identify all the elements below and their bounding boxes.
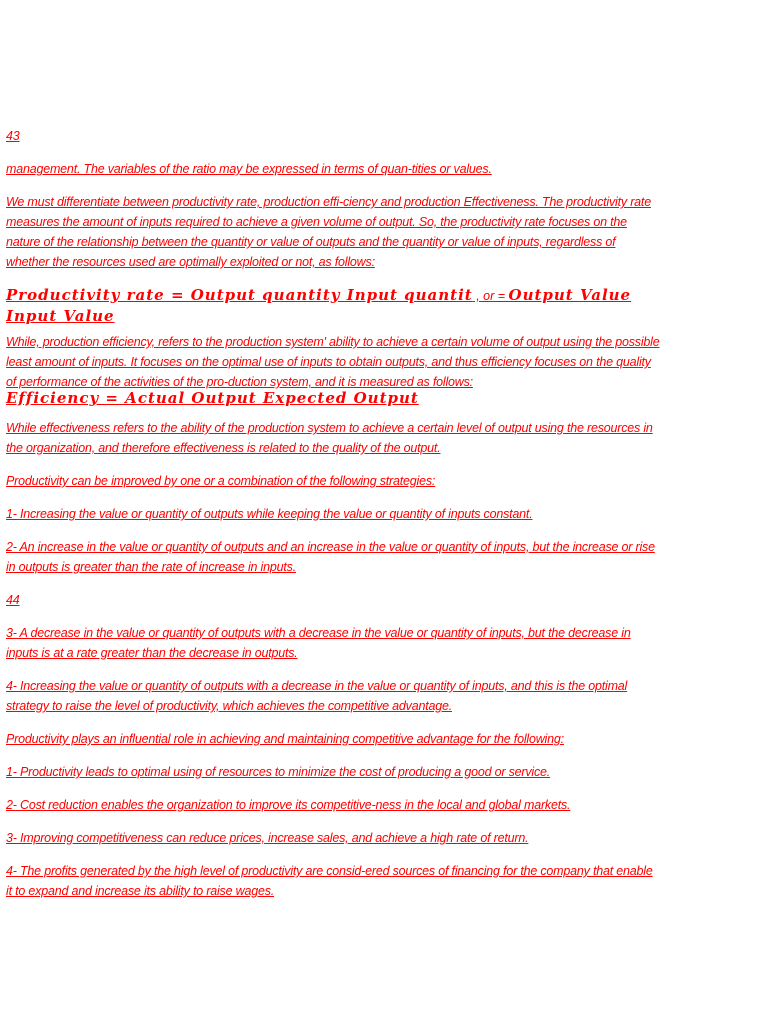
paragraph: We must differentiate between productivity rate, production effi-ciency and production Effectiveness. The productivity rate measures the amount of inputs required to achieve a given volume of output. So, the productivity rate focuses on the nature of the relationship between the quantity or value of outputs and the quantity or value of inputs, regardless of whether the resources used are optimally exploited or not, as follows: <box>6 195 651 269</box>
list-item: 4- The profits generated by the high level of productivity are consid-ered sources of financing for the company that enable it to expand and increase its ability to raise wages. <box>6 864 653 898</box>
list-item: 2- Cost reduction enables the organization to improve its competitive-ness in the local and global markets. <box>6 798 571 812</box>
paragraph: While, production efficiency, refers to the production system' ability to achieve a certain volume of output using the possible least amount of inputs. It focuses on the optimal use of inputs to obtain outputs, and thus efficiency focuses on the quality of performance of the activities of the pro-duction system, and it is measured as follows: <box>6 335 660 389</box>
paragraph: Productivity plays an influential role in achieving and maintaining competitive advantage for the following: <box>6 732 564 746</box>
list-item: 4- Increasing the value or quantity of outputs with a decrease in the value or quantity of inputs, and this is the optimal strategy to raise the level of productivity, which achieves the competitive advantage. <box>6 679 628 713</box>
list-item: 3- A decrease in the value or quantity of outputs with a decrease in the value or quantity of inputs, but the decrease in inputs is at a rate greater than the decrease in outputs. <box>6 626 631 660</box>
list-item: 1- Productivity leads to optimal using of resources to minimize the cost of producing a good or service. <box>6 765 551 779</box>
productivity-rate-formula <box>6 285 660 326</box>
formula-part: Productivity rate = Output quantity Input quantit <box>6 286 473 304</box>
page-number: 44 <box>6 593 20 607</box>
list-item: 1- Increasing the value or quantity of outputs while keeping the value or quantity of inputs constant. <box>6 507 533 521</box>
list-item: 2- An increase in the value or quantity of outputs and an increase in the value or quantity of inputs, but the increase or rise in outputs is greater than the rate of increase in inputs. <box>6 540 655 574</box>
formula-separator: , or = <box>472 289 509 303</box>
list-item: 3- Improving competitiveness can reduce prices, increase sales, and achieve a high rate of return. <box>6 831 529 845</box>
paragraph: Productivity can be improved by one or a combination of the following strategies: <box>6 474 436 488</box>
paragraph: management. The variables of the ratio may be expressed in terms of quan-tities or values. <box>6 162 492 176</box>
efficiency-formula: Efficiency = Actual Output Expected Output <box>6 389 419 407</box>
paragraph: While effectiveness refers to the ability of the production system to achieve a certain level of output using the resources in the organization, and therefore effectiveness is related to the quality of the output. <box>6 421 653 455</box>
page-number: 43 <box>6 129 20 143</box>
formula-part: Output Value Input Value <box>6 286 632 325</box>
